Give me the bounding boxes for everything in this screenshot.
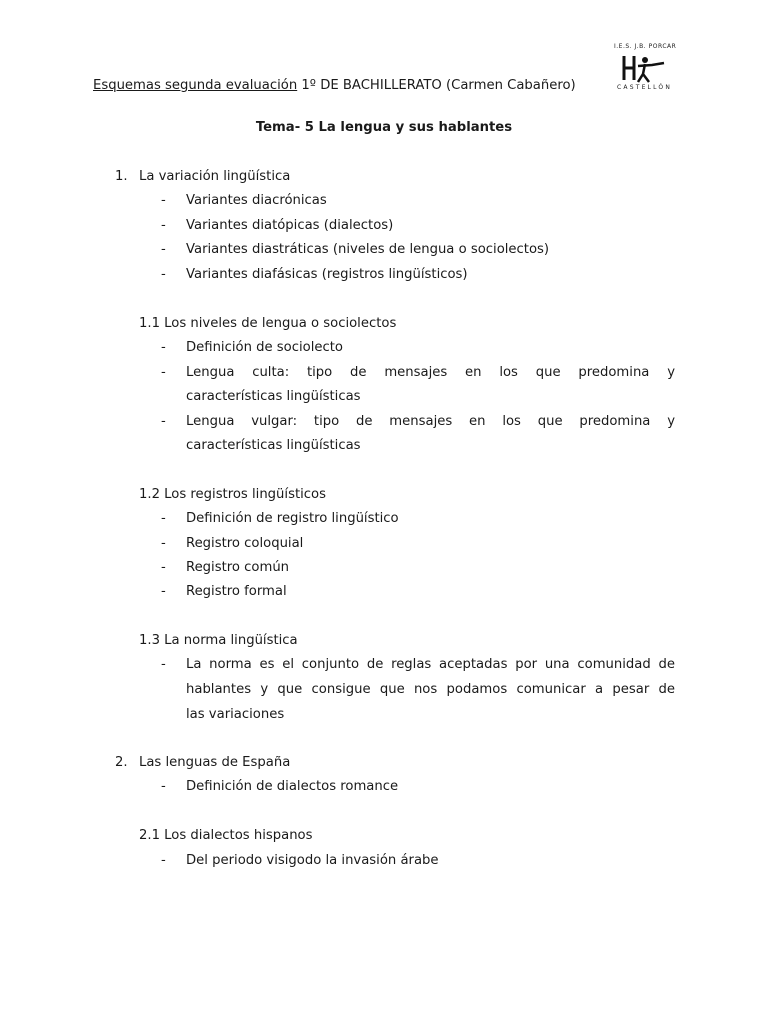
bullet-dash: - <box>161 657 166 672</box>
subsection-heading: 1.1 Los niveles de lengua o sociolectos <box>139 316 397 331</box>
bullet-dash: - <box>161 414 166 429</box>
list-item: Definición de dialectos romance <box>186 779 399 794</box>
section-number: 2. <box>115 755 128 770</box>
list-item: Lengua culta: tipo de mensajes en los que predomina y <box>186 365 675 380</box>
list-item: Del periodo visigodo la invasión árabe <box>186 853 439 868</box>
header-underlined: Esquemas segunda evaluación <box>93 78 298 93</box>
bullet-dash: - <box>161 340 166 355</box>
bullet-dash: - <box>161 218 166 233</box>
header-rest: 1º DE BACHILLERATO (Carmen Cabañero) <box>297 78 576 93</box>
page-title: Tema- 5 La lengua y sus hablantes <box>255 120 513 135</box>
bullet-dash: - <box>161 560 166 575</box>
list-item: Lengua vulgar: tipo de mensajes en los que predomina y <box>186 414 675 429</box>
subsection-heading: 1.3 La norma lingüística <box>139 633 298 648</box>
logo-figure-icon <box>618 52 666 84</box>
logo-bottom-text: CASTELLÓN <box>617 84 673 91</box>
document-header <box>93 78 576 93</box>
list-item: Definición de registro lingüístico <box>186 511 399 526</box>
list-item: Variantes diacrónicas <box>186 193 327 208</box>
list-item: Registro común <box>186 560 290 575</box>
bullet-dash: - <box>161 511 166 526</box>
bullet-dash: - <box>161 242 166 257</box>
logo-top-text: I.E.S. J.B. PORCAR <box>614 43 677 50</box>
bullet-dash: - <box>161 267 166 282</box>
bullet-dash: - <box>161 536 166 551</box>
section-number: 1. <box>115 169 128 184</box>
bullet-dash: - <box>161 193 166 208</box>
list-item: Variantes diastráticas (niveles de lengua o sociolectos) <box>186 242 550 257</box>
list-item: Registro formal <box>186 584 287 599</box>
bullet-dash: - <box>161 853 166 868</box>
subsection-heading: 2.1 Los dialectos hispanos <box>139 828 313 843</box>
section-heading: La variación lingüística <box>139 169 291 184</box>
list-item-continuation: características lingüísticas <box>186 389 361 404</box>
bullet-dash: - <box>161 365 166 380</box>
bullet-dash: - <box>161 584 166 599</box>
bullet-dash: - <box>161 779 166 794</box>
list-item-continuation: las variaciones <box>186 707 285 722</box>
list-item: Registro coloquial <box>186 536 304 551</box>
subsection-heading: 1.2 Los registros lingüísticos <box>139 487 326 502</box>
section-heading: Las lenguas de España <box>139 755 291 770</box>
list-item: Variantes diafásicas (registros lingüísticos) <box>186 267 468 282</box>
list-item: La norma es el conjunto de reglas aceptadas por una comunidad de <box>186 657 675 672</box>
school-logo <box>600 38 677 98</box>
list-item: Definición de sociolecto <box>186 340 343 355</box>
list-item-continuation: hablantes y que consigue que nos podamos comunicar a pesar de <box>186 682 675 697</box>
list-item-continuation: características lingüísticas <box>186 438 361 453</box>
list-item: Variantes diatópicas (dialectos) <box>186 218 394 233</box>
